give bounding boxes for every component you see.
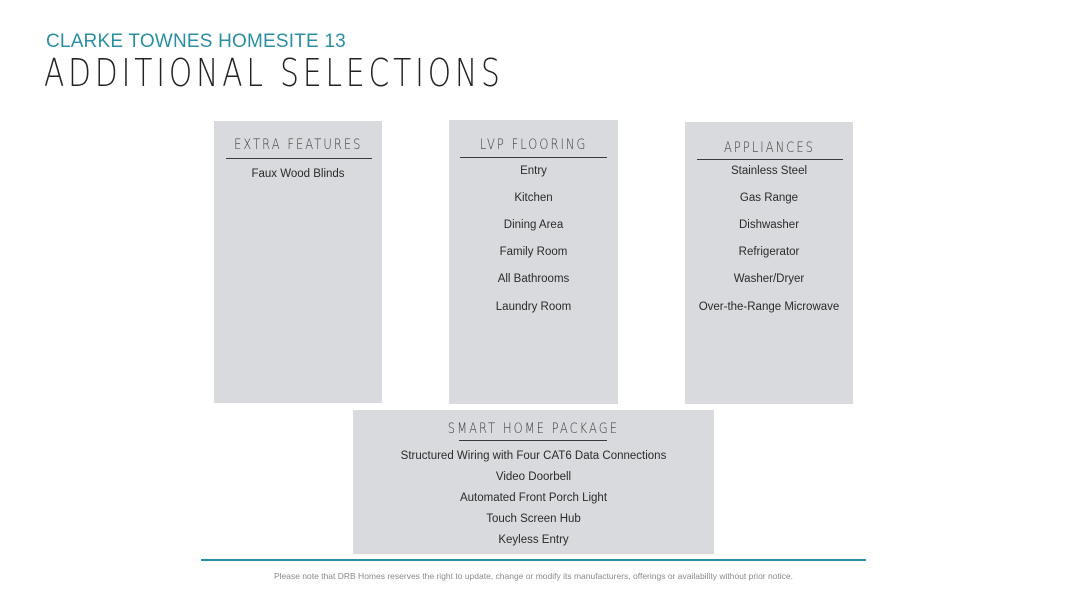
lvp-flooring-panel <box>449 120 618 404</box>
panel-heading: EXTRA FEATURES <box>233 137 363 153</box>
heading-divider <box>460 157 607 158</box>
list-item: Faux Wood Blinds <box>251 168 345 180</box>
list-item: Gas Range <box>739 192 799 204</box>
list-item: Entry <box>520 165 547 177</box>
disclaimer-text: Please note that DRB Homes reserves the right to update, change or modify its manufacturers, offerings or availability without prior notice. <box>273 571 794 581</box>
heading-divider <box>459 440 607 441</box>
panel-heading: APPLIANCES <box>723 140 815 156</box>
list-item: All Bathrooms <box>497 273 570 285</box>
list-item: Kitchen <box>514 192 553 204</box>
list-item: Structured Wiring with Four CAT6 Data Connections <box>400 450 667 462</box>
list-item: Family Room <box>499 246 568 258</box>
extra-features-panel <box>214 121 382 403</box>
list-item: Keyless Entry <box>498 534 569 546</box>
list-item: Touch Screen Hub <box>486 513 581 525</box>
list-item: Laundry Room <box>495 301 572 313</box>
list-item: Automated Front Porch Light <box>459 492 608 504</box>
panel-heading: LVP FLOORING <box>479 137 588 153</box>
list-item: Refrigerator <box>738 246 800 258</box>
homesite-subtitle: CLARKE TOWNES HOMESITE 13 <box>46 31 346 52</box>
smart-home-package-panel <box>353 410 714 554</box>
heading-divider <box>697 159 843 160</box>
list-item: Washer/Dryer <box>733 273 805 285</box>
heading-divider <box>226 158 372 159</box>
list-item: Video Doorbell <box>495 471 572 483</box>
list-item: Dishwasher <box>738 219 800 231</box>
appliances-panel <box>685 122 853 404</box>
panel-heading: SMART HOME PACKAGE <box>447 421 620 437</box>
list-item: Stainless Steel <box>730 165 808 177</box>
page-title: ADDITIONAL SELECTIONS <box>44 51 504 95</box>
list-item: Dining Area <box>503 219 564 231</box>
list-item: Over-the-Range Microwave <box>698 301 840 313</box>
footer-divider <box>201 559 866 561</box>
